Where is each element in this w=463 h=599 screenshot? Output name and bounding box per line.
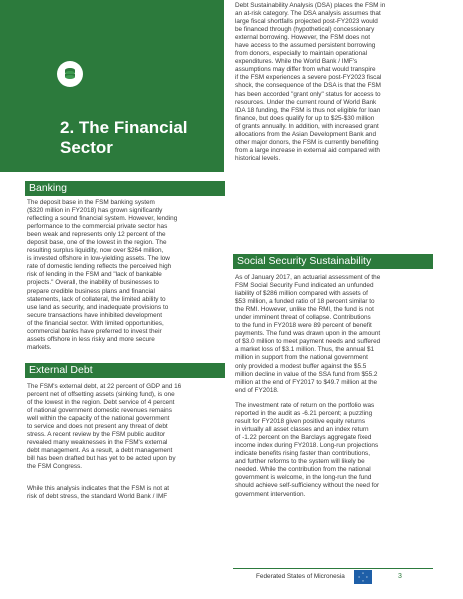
social-security-line: only provided a modest buffer against the $5.5	[235, 362, 367, 370]
external-debt-line: The FSM's external debt, at 22 percent of GDP and 16	[27, 383, 182, 390]
social-security-line: million in support from the national government	[235, 354, 368, 362]
dsa-line: finance, but does qualify for up to $25-$30 million	[235, 114, 375, 122]
social-security-line: reported in the audit as -6.21 percent; a puzzling	[235, 410, 373, 418]
banking-line: projects." Overall, the inability of businesses to	[27, 279, 159, 287]
section-heading-external-debt: External Debt	[25, 363, 225, 378]
footer-divider	[233, 568, 433, 569]
external-debt-line: bill has been drafted but has yet to be acted upon by	[27, 455, 176, 463]
social-security-line: $53 million, a funded ratio of 18 percent similar to	[235, 298, 375, 306]
external-debt-line: of the lowest in the region. Debt service of 4 percent	[27, 399, 175, 407]
dsa-line: other major donors, the FSM is currently benefiting	[235, 138, 379, 146]
dsa-line: Debt Sustainability Analysis (DSA) places the FSM in	[235, 2, 386, 9]
social-security-line: and further reforms to the system will likely be	[235, 458, 365, 466]
social-security-line: government intervention.	[235, 490, 306, 498]
dsa-line: if the FSM experiences a severe post-FY2023 fiscal	[235, 74, 382, 82]
social-security-line: million decline in value of the SSA fund from $55.2	[235, 370, 378, 378]
banking-paragraph	[27, 199, 177, 352]
social-security-line: indicate benefits rising faster than contributions,	[235, 450, 370, 458]
dsa-line: has been accorded "grant only" status for access to	[235, 90, 381, 98]
dsa-line: from a large increase in external aid compared with	[235, 146, 380, 154]
chapter-title	[60, 118, 220, 158]
external-debt-line: While this analysis indicates that the FSM is not at	[27, 485, 170, 492]
social-security-line: needed. While the contribution from the national	[235, 466, 371, 474]
social-security-line: liability of $286 million compared with assets of	[235, 290, 368, 298]
banking-line: reflecting a sound financial system. However, lending	[27, 215, 178, 223]
dsa-line: shock, the consequence of the DSA is that the FSM	[235, 82, 382, 90]
social-security-line: million at the end of FY2017 to $49.7 million at the	[235, 378, 378, 386]
dsa-line: allocations from the Asian Development Bank and	[235, 130, 377, 138]
banking-line: statements, lack of collateral, the limited ability to	[27, 295, 166, 303]
social-security-line: of $3.0 million to meet payment needs and suffered	[235, 338, 381, 346]
banking-line: assets offshore in less risky and more secure	[27, 335, 155, 343]
banking-line: ($320 million in FY2018) has grown significantly	[27, 207, 163, 215]
external-debt-line: risk of debt stress, the standard World Bank / IMF	[27, 493, 168, 501]
banking-line: performance to the commercial private sector has	[27, 223, 168, 231]
social-security-line: a market loss of $3.1 million. Thus, the annual $1	[235, 346, 375, 354]
dsa-paragraph	[235, 2, 385, 163]
external-debt-line: the FSM Congress.	[27, 463, 83, 471]
coins-icon	[57, 61, 83, 87]
chapter-title-line-1: 2. The Financial	[60, 118, 188, 137]
social-security-line: payments. The fund was drawn upon in the amount	[235, 330, 381, 338]
banking-line: been weak and represents only 12 percent of the	[27, 231, 166, 239]
dsa-line: have access to the assumed persistent borrowing	[235, 42, 376, 50]
left-column	[0, 0, 228, 599]
dsa-line: IDA 18 funding, the FSM is thus not eligible for loan	[235, 106, 381, 114]
banking-line: secure transactions have inhibited development	[27, 311, 162, 319]
banking-line: commercial banks have preferred to invest their	[27, 327, 162, 335]
external-debt-line: well within the capacity of the national government	[27, 415, 170, 423]
social-security-line: should achieve self-sufficiency without the need for	[235, 482, 380, 490]
banking-line: risk of lending in the FSM and "lack of bankable	[27, 271, 162, 279]
external-debt-paragraph-2	[27, 485, 169, 501]
banking-line: rate of domestic lending reflects the perceived high	[27, 263, 172, 271]
section-heading-social-security: Social Security Sustainability	[233, 254, 433, 269]
banking-line: use land as security, and inadequate provisions to	[27, 303, 169, 311]
social-security-line: of -1.22 percent on the Barclays aggregate fixed	[235, 434, 372, 442]
social-security-line: The investment rate of return on the portfolio was	[235, 402, 375, 409]
external-debt-line: stress. A recent review by the FSM public auditor	[27, 431, 166, 439]
banking-line: The deposit base in the FSM banking system	[27, 199, 155, 206]
social-security-line: As of January 2017, an actuarial assessment of the	[235, 274, 381, 281]
external-debt-line: percent net of offsetting assets (sinking fund), is one	[27, 391, 175, 399]
banking-line: deposit base, one of the lowest in the region. The	[27, 239, 167, 247]
external-debt-paragraph-1	[27, 383, 181, 472]
chapter-title-line-2: Sector	[60, 138, 113, 157]
social-security-line: FSM Social Security Fund indicated an unfunded	[235, 282, 374, 290]
social-security-line: under imminent threat of collapse. Contributions	[235, 314, 371, 322]
fsm-flag-icon	[354, 570, 372, 584]
banking-line: is invested offshore in low-yielding assets. The low	[27, 255, 170, 263]
dsa-line: of grants annually. In addition, with increased grant	[235, 122, 379, 130]
social-security-line: to the fund in FY2018 were 89 percent of benefit	[235, 322, 372, 330]
social-security-line: in virtually all asset classes and an index return	[235, 426, 369, 434]
social-security-line: the RMI. However, unlike the RMI, the fund is not	[235, 306, 374, 314]
dsa-line: large fiscal shortfalls projected post-FY2023 would	[235, 18, 378, 26]
footer-country-name: Federated States of Micronesia	[256, 573, 345, 580]
external-debt-line: debt management. As a result, a debt management	[27, 447, 173, 455]
social-security-line: end of FY2018.	[235, 386, 279, 394]
dsa-line: be financed through (hypothetical) concessionary	[235, 26, 375, 34]
banking-line: of the financial sector. With limited opportunities,	[27, 319, 164, 327]
dsa-line: expenditures. While the World Bank / IMF's	[235, 58, 358, 66]
external-debt-line: to service and does not present any threat of debt	[27, 423, 168, 431]
chapter-banner	[0, 0, 224, 172]
section-heading-banking: Banking	[25, 181, 225, 196]
external-debt-line: of national government domestic revenues remains	[27, 407, 172, 415]
social-security-line: government is welcome, in the long-run the fund	[235, 474, 372, 482]
dsa-line: external borrowing. However, the FSM does not	[235, 34, 370, 42]
social-security-line: income index during FY2018. Long-run projections	[235, 442, 379, 450]
dsa-line: assumptions may differ from what would transpire	[235, 66, 376, 74]
dsa-line: from donors, especially to maintain operational	[235, 50, 368, 58]
dsa-line: resources. Under the current round of World Bank	[235, 98, 377, 106]
social-security-paragraph-2	[235, 402, 379, 499]
dsa-line: an at-risk category. The DSA analysis assumes that	[235, 10, 381, 18]
social-security-line: result for FY2018 given positive equity returns	[235, 418, 366, 426]
banking-line: resulting surplus liquidity, now over $264 million,	[27, 247, 164, 255]
social-security-paragraph-1	[235, 274, 380, 395]
external-debt-line: revealed many weaknesses in the FSM's external	[27, 439, 168, 447]
banking-line: prepare credible business plans and financial	[27, 287, 155, 295]
page-number: 3	[398, 573, 402, 580]
dsa-line: historical levels.	[235, 154, 281, 162]
banking-line: markets.	[27, 343, 52, 351]
